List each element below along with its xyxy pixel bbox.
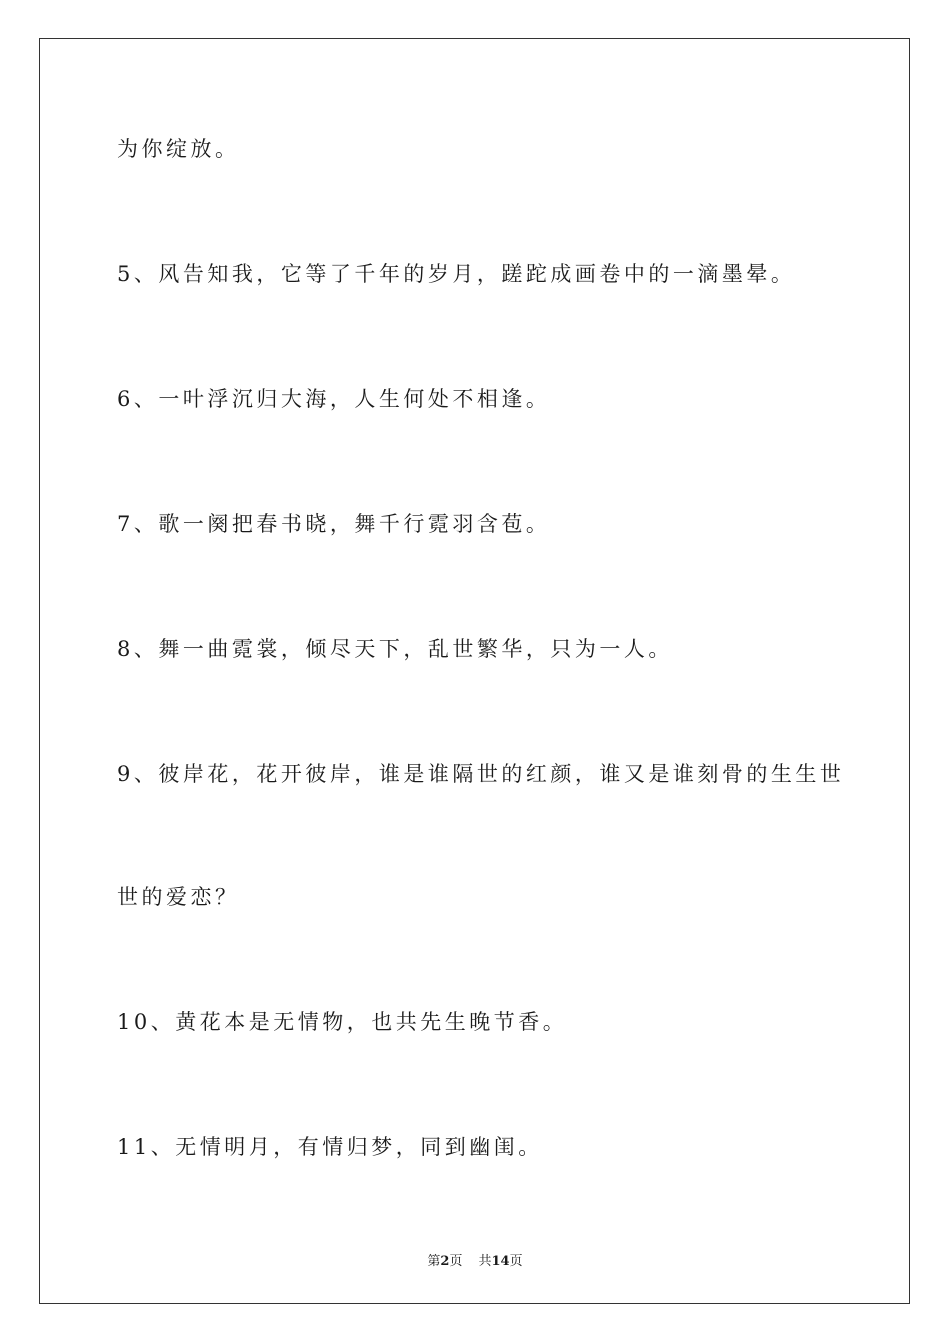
text-line: 为你绽放。 (117, 137, 240, 161)
total-prefix: 共 (478, 1254, 492, 1269)
page-footer (0, 1250, 950, 1269)
text-line: 世的爱恋？ (117, 885, 240, 909)
total-suffix: 页 (509, 1254, 523, 1269)
text-line: 5、风告知我，它等了千年的岁月，蹉跎成画卷中的一滴墨晕。 (117, 262, 796, 286)
text-line: 6、一叶浮沉归大海，人生何处不相逢。 (117, 387, 551, 411)
page-border (39, 38, 910, 1304)
text-line: 8、舞一曲霓裳，倾尽天下，乱世繁华，只为一人。 (117, 637, 673, 661)
page-prefix: 第 (427, 1254, 441, 1269)
text-line: 9、彼岸花，花开彼岸，谁是谁隔世的红颜，谁又是谁刻骨的生生世 (117, 762, 845, 786)
page-suffix: 页 (449, 1254, 463, 1269)
total-pages: 14 (491, 1254, 510, 1269)
text-line: 7、歌一阕把春书晓，舞千行霓羽含苞。 (117, 512, 551, 536)
text-line: 11、无情明月，有情归梦，同到幽闺。 (117, 1135, 543, 1159)
page-number: 2 (440, 1254, 450, 1269)
text-line: 10、黄花本是无情物，也共先生晚节香。 (117, 1010, 568, 1034)
